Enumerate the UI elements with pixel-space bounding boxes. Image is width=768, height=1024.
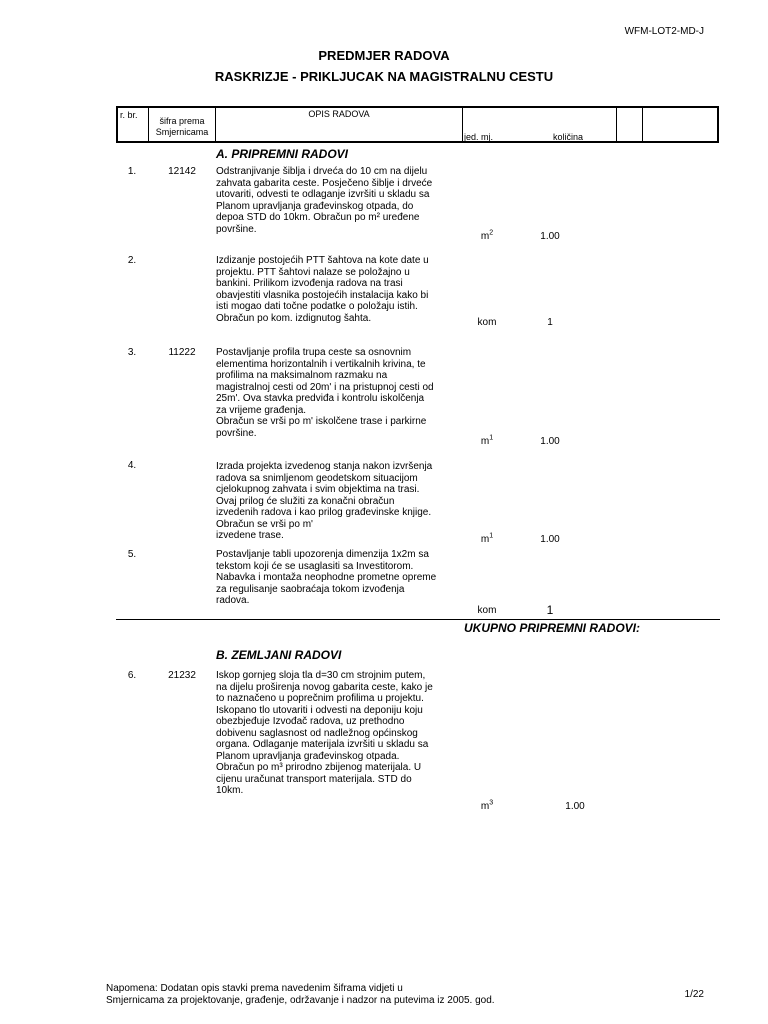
header-kolicina: količina [553,132,584,142]
item-unit: $m^1$ [480,434,494,447]
section-b-title: B. ZEMLJANI RADOVI [216,648,342,662]
page-title: PREDMJER RADOVA [318,48,450,63]
item-number: 6. [127,670,137,681]
section-a-title: A. PRIPREMNI RADOVI [216,147,349,161]
item-quantity: 1.00 [540,231,560,242]
item-code: 21232 [168,670,196,681]
page-number: 1/22 [684,989,704,1000]
item-number: 5. [127,549,137,560]
document-code: WFM-LOT2-MD-J [624,26,704,37]
header-rbr: r. br. [120,110,138,120]
item-quantity: 1.00 [540,436,560,447]
item-description: Izdizanje postojećih PTT šahtova na kote date u projektu. PTT šahtovi nalaze se položajno u bankini. Prilikom izvođenja radova na trasi obavjestiti vlasnika postojećih instalacija kako bi isti mogao dati točne podatke o položaju istih. Obračun po kom. izdignutog šahta. [216,255,429,324]
header-opis: OPIS RADOVA [308,109,370,119]
item-description: Postavljanje tabli upozorenja dimenzija 1x2m sa tekstom koji će se usaglasiti sa Investitorom. Nabavka i montaža neophodne prometne opreme za regulisanje saobraćaja tokom izvođenja radova. [216,549,437,606]
item-number: 3. [127,347,137,358]
item-unit: kom [477,317,497,328]
item-quantity: 1 [547,317,553,328]
item-code: 12142 [168,166,196,177]
item-unit: $m^3$ [480,799,494,812]
item-number: 4. [127,460,137,471]
header-sifra: šifra prema Smjernicama [155,116,209,137]
item-number: 2. [127,255,137,266]
item-number: 1. [127,166,137,177]
item-unit: $m^1$ [480,532,494,545]
item-quantity: 1.00 [540,534,560,545]
page-subtitle: RASKRIZJE - PRIKLJUCAK NA MAGISTRALNU CESTU [214,69,554,84]
item-description: Postavljanje profila trupa ceste sa osnovnim elementima horizontalnih i vertikalnih krivina, te profilima na maksimalnom razmaku na magistralnoj cesti od 20m' i na pristupnoj cesti od 25m'. Ova stavka predviđa i kontrolu iskolčenja za vrijeme građenja. Obračun se vrši po m' iskolčene trase i parkirne površine. [216,347,434,439]
section-a-total-label: UKUPNO PRIPREMNI RADOVI: [464,621,641,635]
item-quantity: 1.00 [565,801,585,812]
item-description: Iskop gornjeg sloja tla d=30 cm strojnim putem, na dijelu proširenja novog gabarita ceste, kako je to naznačeno u poprečnim profilima u projektu. Iskopano tlo utovariti i odvesti na deponiju koju obezbjeđuje Izvođač radova, uz prethodno dobivenu saglasnost od nadležnog općinskog organa. Odlaganje materijala izvršiti u skladu sa Planom upravljanja građevinskog otpada. Obračun po m³ prirodno zbijenog materijala. U cijenu uračunat transport materijala. STD do 10km. [216,670,433,796]
item-unit: kom [477,605,497,616]
item-quantity: 1 [546,603,554,617]
item-description: Izrada projekta izvedenog stanja nakon izvršenja radova sa snimljenom geodetskom situacijom cjelokupnog zahvata i svim objektima na trasi. Ovaj prilog će služiti za konačni obračun izvedenih radova i kao prilog građevinske knjige. Obračun se vrši po m' izvedene trase. [216,461,433,541]
item-code: 11222 [168,347,196,358]
footnote: Napomena: Dodatan opis stavki prema navedenim šiframa vidjeti u Smjernicama za projektovanje, građenje, održavanje i nadzor na putevima iz 2005. god. [106,983,495,1006]
item-description: Odstranjivanje šiblja i drveća do 10 cm na dijelu zahvata gabarita ceste. Posječeno šiblje i drveće utovariti, odvesti te odlaganje izvršiti u skladu sa Planom upravljanja građevinskog otpada, do depoa STD do 10km. Obračun po m² uređene površine. [216,166,433,235]
subtotal-rule [116,619,720,620]
table-header [116,106,719,143]
item-unit: $m^2$ [480,229,494,242]
header-jed: jed. mj. [464,132,494,142]
